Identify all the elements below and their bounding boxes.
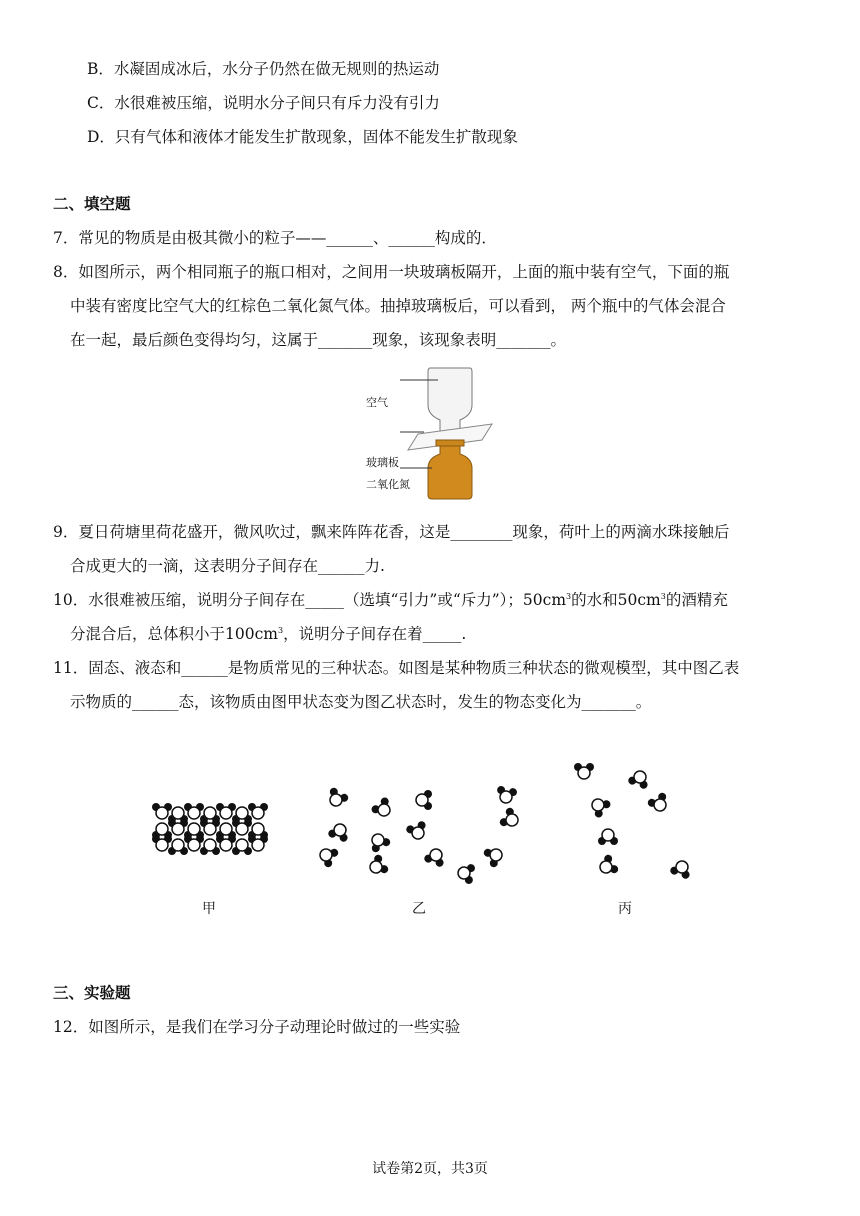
molecule (366, 830, 391, 854)
molecule (482, 843, 506, 868)
molecule (669, 858, 693, 880)
upper-bottle (428, 368, 472, 432)
molecule (596, 853, 620, 878)
question-11-line-2: 示物质的______态，该物质由图甲状态变为图乙状态时，发生的物态变化为_______。 (70, 693, 652, 711)
molecule (416, 790, 432, 810)
molecule (456, 862, 475, 884)
question-9-line-1: 9．夏日荷塘里荷花盛开，微风吹过，飘来阵阵花香，这是________现象，荷叶上的两滴水珠接触后 (53, 523, 730, 541)
molecule (646, 791, 671, 815)
question-10-line-1: 10．水很难被压缩，说明分子间存在_____（选填“引力”或“斥力”）；$50cm^3$的水和$50cm^3$的酒精充 (53, 591, 728, 609)
question-8-line-2: 中装有密度比空气大的红棕色二氧化氮气体。抽掉玻璃板后，可以看到， 两个瓶中的气体会混合 (70, 297, 726, 315)
question-11-line-1: 11．固态、液态和______是物质常见的三种状态。如图是某种物质三种状态的微观模型，其中图乙表 (53, 659, 740, 677)
section-heading-experiment: 三、实验题 (53, 984, 131, 1002)
label-jia: 甲 (202, 901, 216, 917)
gas-model (574, 763, 693, 880)
question-12: 12．如图所示，是我们在学习分子动理论时做过的一些实验 (53, 1018, 461, 1036)
option-c: C．水很难被压缩，说明水分子间只有斥力没有引力 (87, 94, 440, 112)
molecule (405, 820, 429, 842)
label-bing: 丙 (618, 901, 632, 917)
page-footer: 试卷第2页，共3页 (372, 1161, 488, 1177)
option-b: B．水凝固成冰后，水分子仍然在做无规则的热运动 (87, 60, 440, 78)
label-glass-plate: 玻璃板 (366, 456, 399, 469)
question-8-line-1: 8．如图所示，两个相同瓶子的瓶口相对，之间用一块玻璃板隔开，上面的瓶中装有空气，下面的瓶 (53, 263, 730, 281)
states-of-matter-figure (140, 755, 760, 925)
molecule (598, 829, 618, 845)
molecule (574, 763, 594, 779)
molecule (587, 793, 612, 819)
molecule (324, 786, 349, 810)
molecule (370, 796, 396, 821)
liquid-model (316, 785, 522, 884)
molecule (316, 843, 340, 868)
label-no2: 二氧化氮 (366, 478, 410, 491)
label-yi: 乙 (412, 901, 426, 917)
molecule (498, 806, 522, 831)
question-7: 7．常见的物质是由极其微小的粒子——______、______构成的． (53, 229, 497, 247)
molecule (627, 768, 651, 790)
lower-bottle (428, 446, 472, 499)
question-10-line-2: 分混合后，总体积小于$100cm^3$，说明分子间存在着_____. (70, 625, 467, 643)
molecule (366, 853, 390, 878)
molecule (495, 785, 517, 804)
section-heading-fill-blank: 二、填空题 (53, 195, 131, 213)
molecule (327, 821, 351, 843)
label-air: 空气 (366, 396, 388, 409)
question-9-line-2: 合成更大的一滴，这表明分子间存在______力. (70, 557, 385, 575)
molecule (423, 846, 447, 868)
diffusion-bottles-figure (360, 360, 520, 510)
solid-model (152, 803, 268, 855)
question-8-line-3: 在一起，最后颜色变得均匀，这属于_______现象，该现象表明_______。 (70, 331, 567, 349)
option-d: D．只有气体和液体才能发生扩散现象，固体不能发生扩散现象 (87, 128, 518, 146)
